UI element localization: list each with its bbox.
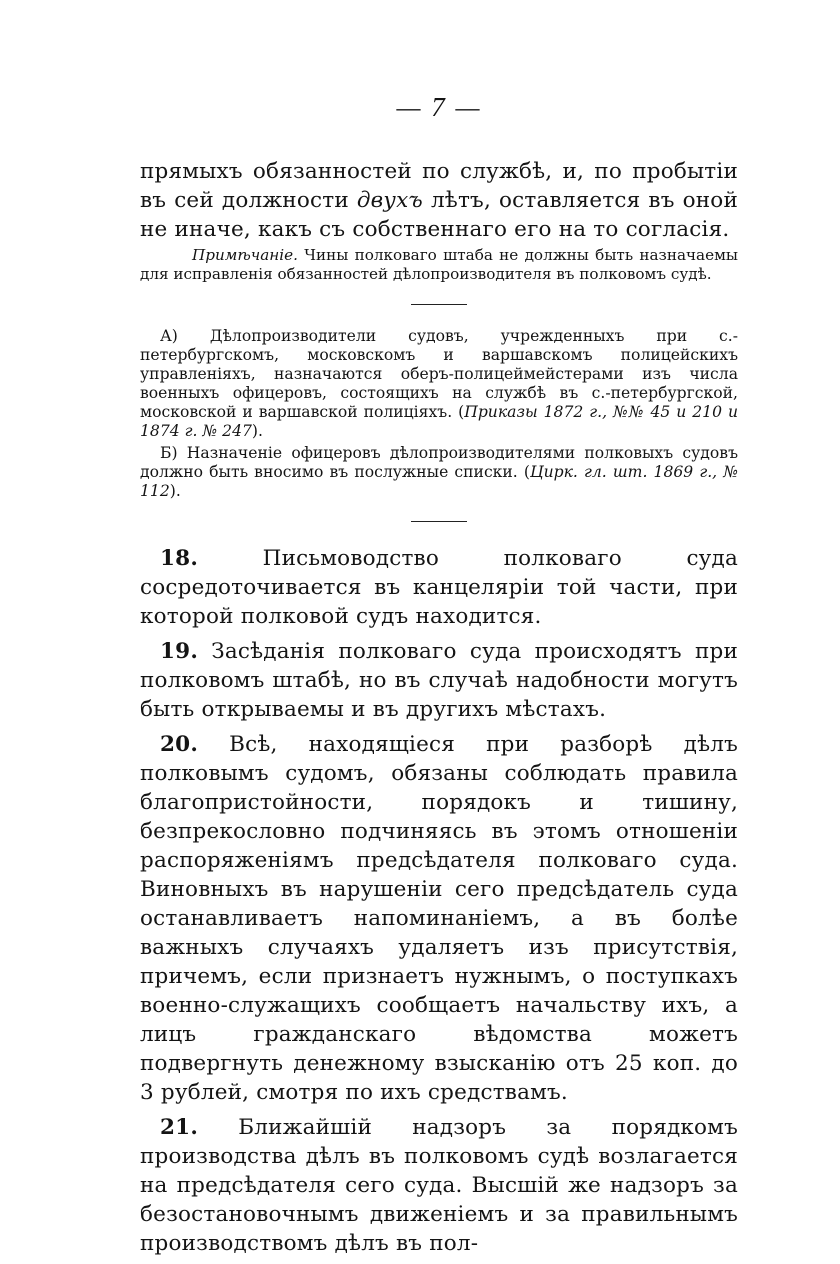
article-18 — [140, 544, 738, 631]
page-number: — 7 — — [396, 92, 482, 122]
footnote-a-cite: Приказы 1872 г., №№ 45 и 210 и 1874 г. № 247 — [140, 403, 738, 440]
intro-text-end: лѣтъ, оставляется въ оной не иначе, какъ съ собственнаго его на то согласія. — [140, 188, 738, 242]
article-18-text: Письмоводство полковаго суда сосредоточивается въ канцеляріи той части, при которой полковой судъ находится. — [140, 546, 738, 629]
document-page — [140, 92, 738, 1264]
article-20 — [140, 730, 738, 1107]
intro-paragraph — [140, 157, 738, 244]
intro-text: прямыхъ обязанностей по службѣ, и, по пробытіи въ сей должности — [140, 159, 738, 213]
footnote-b-tail: ). — [169, 482, 181, 500]
article-19 — [140, 637, 738, 724]
article-18-number: 18. — [160, 546, 199, 571]
article-19-number: 19. — [160, 639, 199, 664]
footnote-b — [140, 444, 738, 501]
article-19-text: Засѣданія полковаго суда происходятъ при полковомъ штабѣ, но въ случаѣ надобности могутъ быть открываемы и въ другихъ мѣстахъ. — [140, 639, 738, 722]
note-text: Чины полковаго штаба не должны быть назначаемы для исправленія обязанностей дѣлопроизводителя въ полковомъ судѣ. — [140, 246, 738, 283]
footnote-b-text: Б) Назначеніе офицеровъ дѣлопроизводителями полковыхъ судовъ должно быть вносимо въ послужные списки. ( — [140, 444, 738, 481]
article-21-number: 21. — [160, 1115, 199, 1140]
divider-bottom — [411, 521, 467, 522]
footnote-a-tail: ). — [251, 422, 263, 440]
article-20-number: 20. — [160, 732, 199, 757]
intro-italic: двухъ — [356, 188, 423, 213]
note-paragraph — [140, 246, 738, 284]
article-21-text: Ближайшій надзоръ за порядкомъ производства дѣлъ въ полковомъ судѣ возлагается на предсѣдателя сего суда. Высшій же надзоръ за безостановочнымъ движеніемъ и за правильнымъ производствомъ дѣлъ въ пол- — [140, 1115, 738, 1256]
note-label: Примѣчаніе. — [192, 246, 298, 264]
footnote-a — [140, 327, 738, 441]
footnote-b-cite: Цирк. гл. шт. 1869 г., № 112 — [140, 463, 738, 500]
articles-section — [140, 544, 738, 1258]
footnote-a-text: А) Дѣлопроизводители судовъ, учрежденныхъ при с.-петербургскомъ, московскомъ и варшавскомъ полицейскихъ управленіяхъ, назначаются оберъ-полицеймейстерами изъ числа военныхъ офицеровъ, состоящихъ на службѣ въ с.-петербургской, московской и варшавской полиціяхъ. ( — [140, 327, 738, 421]
article-21 — [140, 1113, 738, 1258]
article-20-text: Всѣ, находящіеся при разборѣ дѣлъ полковымъ судомъ, обязаны соблюдать правила благопристойности, порядокъ и тишину, безпрекословно подчиняясь въ этомъ отношеніи распоряженіямъ предсѣдателя полковаго суда. Виновныхъ въ нарушеніи сего предсѣдатель суда останавливаетъ напоминаніемъ, а въ болѣе важныхъ случаяхъ удаляетъ изъ присутствія, причемъ, если признаетъ нужнымъ, о поступкахъ военно-служащихъ сообщаетъ начальству ихъ, а лицъ гражданскаго вѣдомства можетъ подвергнуть денежному взысканію отъ 25 коп. до 3 рублей, смотря по ихъ средствамъ. — [140, 732, 738, 1105]
divider-top — [411, 304, 467, 305]
